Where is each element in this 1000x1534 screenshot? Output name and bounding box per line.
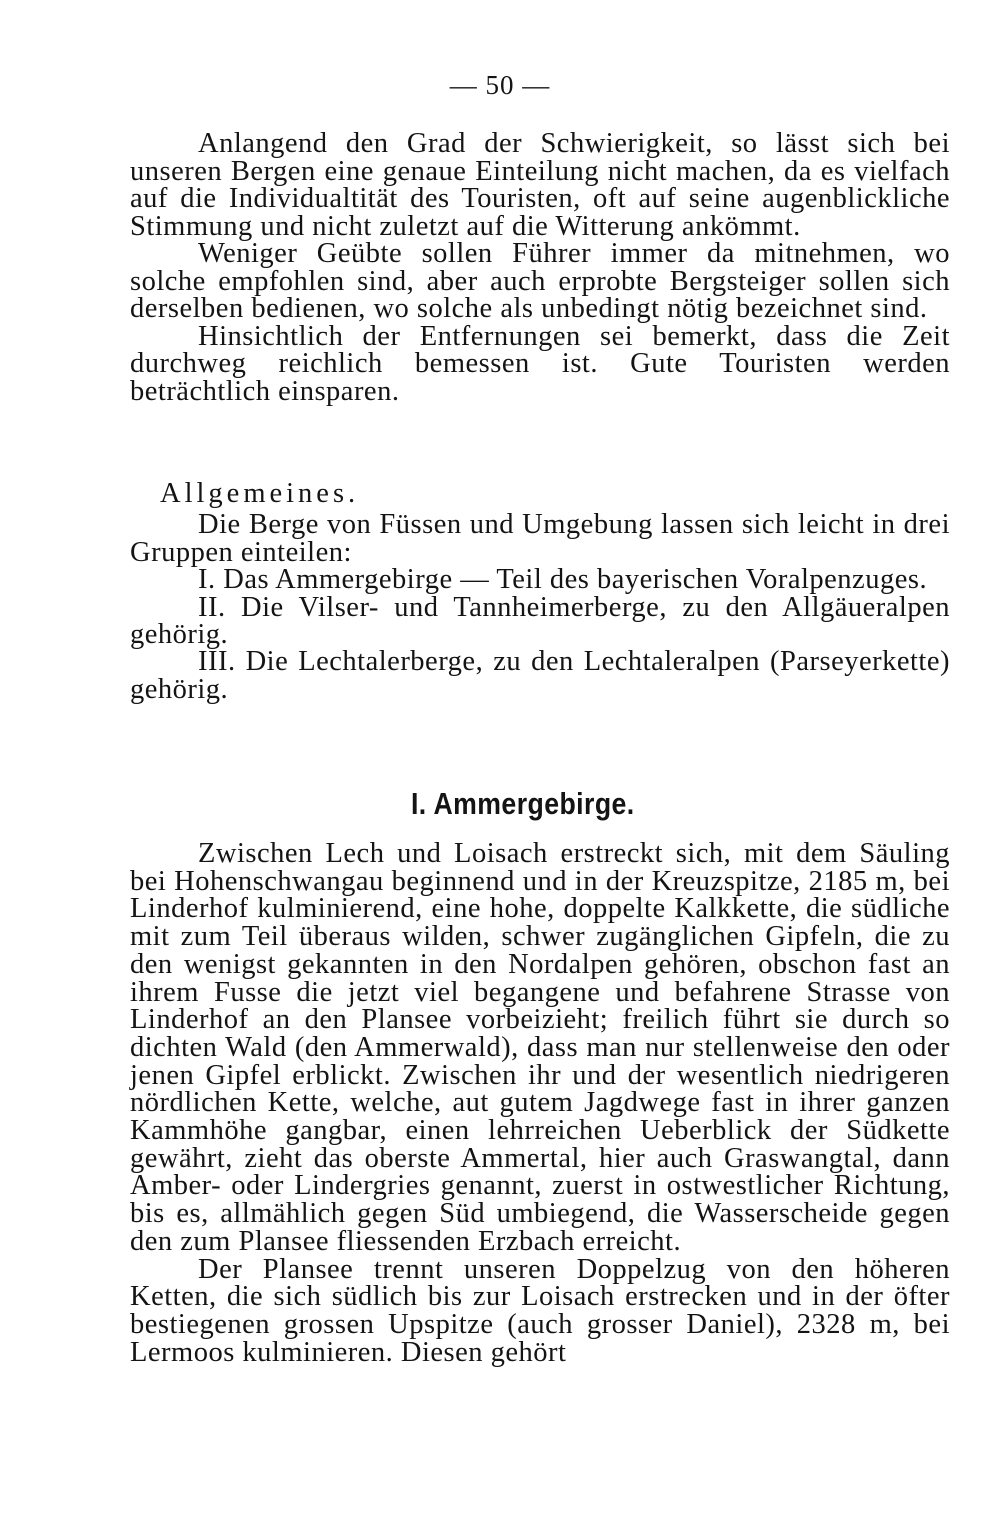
intro-section xyxy=(130,130,950,405)
paragraph-distances: Hinsichtlich der Entfernungen sei bemerkt, dass die Zeit durchweg reichlich bemessen ist. Gute Touristen werden beträchtlich einsparen. xyxy=(130,320,950,407)
paragraph-difficulty: Anlangend den Grad der Schwierigkeit, so lässt sich bei unseren Bergen eine genaue Einteilung nicht machen, da es vielfach auf die Individualtität des Touristen, oft auf seine augenblickliche Stimmung und nicht zuletzt auf die Witterung ankömmt. xyxy=(130,128,950,242)
general-heading: Allgemeines. xyxy=(160,478,360,509)
paragraph-group-1: I. Das Ammergebirge — Teil des bayerischen Voralpenzuges. xyxy=(198,564,928,596)
general-section xyxy=(130,480,950,703)
paragraph-groups-intro: Die Berge von Füssen und Umgebung lassen sich leicht in drei Gruppen einteilen: xyxy=(130,509,950,568)
paragraph-ammer-description: Zwischen Lech und Loisach erstreckt sich, mit dem Säuling bei Hohenschwangau beginnend und in der Kreuzspitze, 2185 m, bei Linderhof kulminierend, eine hohe, doppelte Kalkkette, die südliche mit zum Teil überaus wilden, schwer zugänglichen Gipfeln, die zu den wenigst gekannten in den Nordalpen gehören, obschon fast an ihrem Fusse die jetzt viel begangene und befahrene Strasse von Linderhof an den Plansee vorbeizieht; freilich führt sie durch so dichten Wald (den Ammerwald), dass man nur stellenweise den oder jenen Gipfel erblickt. Zwischen ihr und der wesentlich niedrigeren nördlichen Kette, welche, aut gutem Jagdwege fast in ihrer ganzen Kammhöhe gangbar, einen lehrreichen Ueberblick der Südkette gewährt, zieht das oberste Ammertal, hier auch Graswangtal, dann Amber- oder Lindergries genannt, zuerst in ostwestlicher Richtung, bis es, allmählich gegen Süd umbiegend, die Wasserscheide gegen den zum Plansee fliessenden Erzbach erreicht. xyxy=(130,838,950,1257)
page-number: — 50 — xyxy=(449,70,551,100)
paragraph-guides: Weniger Geübte sollen Führer immer da mitnehmen, wo solche empfohlen sind, aber auch erprobte Bergsteiger sollen sich derselben bedienen, wo solche als unbedingt nötig bezeichnet sind. xyxy=(130,238,950,324)
paragraph-group-3: III. Die Lechtalerberge, zu den Lechtaleralpen (Parseyerkette) gehörig. xyxy=(130,646,950,705)
paragraph-plansee: Der Plansee trennt unseren Doppelzug von den höheren Ketten, die sich südlich bis zur Loisach erstrecken und in der öfter bestiegenen grossen Upspitze (auch grosser Daniel), 2328 m, bei Lermoos kulminieren. Diesen gehört xyxy=(130,1253,950,1368)
paragraph-group-2: II. Die Vilser- und Tannheimerberge, zu den Allgäueralpen gehörig. xyxy=(130,591,950,651)
section-heading-ammergebirge: I. Ammergebirge. xyxy=(410,786,635,821)
ammergebirge-section xyxy=(130,840,950,1366)
